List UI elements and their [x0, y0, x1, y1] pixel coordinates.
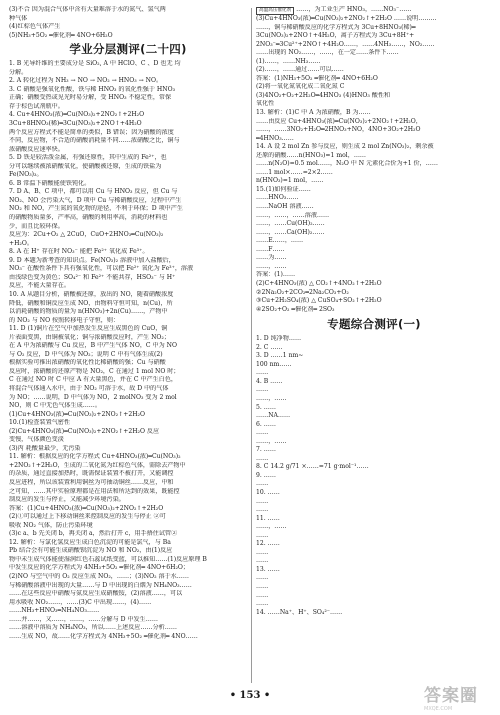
right-text-line: 11. ……	[256, 514, 280, 522]
left-text-line: 反应为：2Cu+O₂ △ 2CuO，CuO+2HNO₃═Cu(NO₃)₂	[9, 231, 164, 239]
left-text-line: (2)NO 与空气中的 O₂ 反应生成 NO₂，……；(3)NO₂ 溶于水……	[9, 573, 189, 580]
left-text-line: 4. Cu+4HNO₃(浓)═Cu(NO₃)₂+2NO₂↑+2H₂O	[9, 111, 145, 119]
right-text-line: 8. C 14.2 g/71 ×……=71 g·mol⁻¹……	[256, 463, 369, 471]
left-text-line: 物中未生成气体能使湿润红色石蕊试纸变蓝，可以推知……(1)反应原理 B	[9, 555, 207, 563]
left-text-line: 将混合气体通入水中，由于 NO₂ 可溶于水，故 D 中的气体	[9, 384, 169, 392]
right-text-line: (2)C+4HNO₃(浓) △ CO₂↑+4NO₂↑+2H₂O	[256, 279, 382, 287]
right-text-line: 2. C ……	[256, 343, 283, 351]
left-text-line: 7. D A、B、C 项中，都可以用 Cu 与 HNO₃ 反应，但 Cu 与	[9, 188, 178, 196]
right-text-line: 100 nm……	[256, 360, 292, 368]
left-text-line: 正确；硝酸受热或见光时易分解，受 HNO₃ 不稳定性，常保	[9, 94, 172, 102]
left-text-line: (1)Cu+4HNO₃(浓)═Cu(NO₃)₂+2NO₂↑+2H₂O	[9, 410, 145, 418]
left-text-line: 10. A 从题目分析，硝酸被还原，放出的 NO，随着硝酸浓度	[9, 290, 174, 298]
right-text-line: ……，铜与稀硝酸反应的化学方程式为 3Cu+8HNO₃(稀)═	[256, 23, 416, 31]
right-text-line: ……	[256, 583, 269, 590]
right-text-line: 3. D ……1 nm~	[256, 352, 304, 360]
right-text-line: ……由反应 Cu+4HNO₃(浓)═Cu(NO₃)₂+2NO₂↑+2H₂O，	[256, 117, 422, 125]
right-text-line: 5. ……	[256, 403, 276, 411]
left-text-line: ……在这些反应中硝酸与氨反应生成硝酸铵，(2)溶液……，可以	[9, 590, 183, 598]
right-text-line: 14. A 设 2 mol Zn 参与反应，则生成 2 mol Zn(NO₃)₂，剩余被	[256, 143, 434, 151]
left-text-line: Fe(NO₃)₃。	[9, 171, 43, 179]
right-text-line: 14. ……Na⁺、H⁺、SO₄²⁻……	[256, 608, 343, 616]
right-text-line: ……为……	[256, 254, 287, 262]
left-text-line: 种气体	[9, 14, 28, 22]
left-text-line: (2)①可以通过上下移动铜丝来控制反应的发生与停止 ②可	[9, 513, 166, 521]
right-text-line: ……	[256, 506, 269, 514]
right-text-line: (2)……，……通过……可以……	[256, 66, 344, 74]
left-text-line: 5. D 铁是较活泼金属，有强还原性，其中生成的 Fe²⁺，也	[9, 154, 167, 162]
right-text-line: ……	[256, 369, 269, 377]
right-text-line: 15.(1)如何验证……	[256, 185, 311, 193]
right-text-line: ……出现的 NO₂……，……，在一定……条件下……	[256, 49, 399, 57]
left-text-line: 制反应的发生与停止，又能减少环境污染。	[9, 496, 125, 504]
right-text-line: 2NO₃⁻═3Cu²⁺+2NO↑+4H₂O……，……4NH₃……，NO₂……	[256, 40, 435, 48]
left-text-line: 2. A 转化过程为 NH₃ → NO → NO₂ → HNO₃ → NO。	[9, 77, 163, 85]
right-text-line: ……NaOH 溶液……	[256, 203, 314, 211]
left-text-line: 中发生反应的化学方程式为 4NH₃+5O₂ ═催化剂═ 4NO+6H₂O；	[9, 564, 189, 572]
left-text-line: 降低，硝酸和铜反应生成 NO，由物料守恒可知，n(Cu)，所	[9, 299, 173, 307]
right-text-line: ……	[256, 497, 269, 505]
right-text-line: 13. ……	[256, 565, 280, 573]
left-text-line: (3)丙 耗酸量最少，无污染	[9, 444, 81, 452]
right-text-line: ……，……Ca(OH)₂……	[256, 228, 325, 236]
left-text-line: 以消耗硝酸的物质的量为 n(HNO₃)+2n(Cu)……，产物中	[9, 308, 168, 316]
left-text-line: 的 NO₂ 与 NO 按照转移电子守恒，则：	[9, 316, 120, 324]
left-text-line: NO，则 C 中无色气体生成……。	[9, 402, 101, 410]
right-text-line: ④2SO₂+O₂ ═催化剂═ 2SO₃	[256, 305, 335, 313]
left-text-line: (5)NH₃+5O₂ ═催化剂═ 4NO+6H₂O	[9, 31, 113, 39]
left-text-line: 不同，反应物，不合适的硝酸消耗量不同……浓硝酸之比，铜与	[9, 137, 180, 145]
left-text-line: 用水吸收 NO₂……，……(3)C 中出现……，(4)……	[9, 598, 152, 606]
left-text-line: 两个反应方程式不能是简单的类似，B 错误；因为硝酸的浓度	[9, 128, 174, 136]
left-text-line: 的杂质，通过直接加热时，既需保证装置不被打开，又能调控	[9, 470, 174, 478]
left-text-line: 在 A 中为浓硝酸与 Cu 反应，B 中产生气体 NO，C 中为 NO	[9, 342, 177, 350]
right-text-line: (3)Cu+4HNO₃(浓)═Cu(NO₃)₂+2NO₂↑+2H₂O ……说明………	[256, 15, 437, 22]
right-text-line: ……	[256, 386, 269, 394]
left-text-line: 之可知，……其中实验原理都是在用法和所达到的效果，既能控	[9, 487, 180, 495]
right-text-line: 9. ……	[256, 471, 276, 479]
condition-label: 高温高压催化剂	[256, 7, 294, 15]
right-text-line: (3)4NO₂+O₂+2H₂O═4HNO₃ (4)HNO₃ 酸性和	[256, 91, 391, 99]
left-text-line: 反应进程，所以该装置利用铜丝为可抽动铜丝……反应，中和	[9, 478, 174, 486]
left-text-line: NO₃⁻ 在酸性条件下具有强氧化性，可以把 Fe²⁺ 氧化为 Fe³⁺，溶液	[9, 265, 194, 273]
left-text-line: +H₂O。	[9, 239, 33, 247]
column-divider	[251, 8, 252, 683]
right-text-line: ……，……	[256, 437, 287, 445]
right-text-line: ……HNO₃……	[256, 194, 299, 202]
right-text-line: ……	[256, 454, 269, 462]
right-text-line: 还原的硝酸……n(HNO₃)=1 mol，……	[256, 151, 367, 159]
right-text-line: (2)将一氧化氮氧化成二氧化氮 C	[256, 83, 345, 91]
right-text-line: 7. ……	[256, 446, 276, 454]
left-text-line: ……生成 NO，故……化学方程式为 4NH₃+5O₂ ═催化剂═ 4NO……	[9, 632, 198, 640]
left-text-line: 3. C 硝酸是强氧化性酸，铁与稀 HNO₃ 的氧化性强于 HNO₃	[9, 85, 176, 93]
right-text-line: ……n(N₂O)=0.5 mol……，N₂O 中 N 元素化合价为+1 价，……	[256, 160, 438, 168]
left-text-line: 反应，不能大量存在。	[9, 282, 70, 290]
right-text-line: ……，……	[256, 394, 287, 402]
left-text-line: 分可以继续被浓硝酸氧化，使硝酸被还原，生成的铁盐为	[9, 162, 162, 170]
left-text-line: 9. D 本题为新考查的知识点。Fe(NO₃)₂ 溶液中加入盐酸后，	[9, 256, 175, 264]
right-text-line: ……	[256, 557, 269, 565]
right-text-line: ②2Na₂O₂+2CO₂═2Na₂CO₃+O₂	[256, 288, 349, 296]
left-text-line: 为 NO；……说明，D 中气体为 NO，2 molNO₃ 变为 2 mol	[9, 393, 177, 401]
right-text-line: ……	[256, 591, 269, 599]
right-text-line: 答案：(1)……	[256, 271, 296, 279]
right-text-line: ……E……，……	[256, 237, 304, 245]
right-text-line: (1)……，……NH₃……	[256, 57, 321, 65]
right-text-line: ……，……，……溶液……	[256, 211, 330, 219]
right-text-line: 氧化性	[256, 100, 275, 108]
right-text-line: ═4HNO₃……	[256, 134, 294, 142]
right-text-line: ……	[256, 548, 269, 556]
left-text-line: C 在通过 NO 时 C 中应 A 有大量黑色，并在 C 中产生白色，	[9, 376, 178, 384]
left-text-line: 8. A 在 H⁺ 存在时 NO₃⁻ 能把 Fe²⁺ 氧化成 Fe³⁺。	[9, 248, 149, 256]
left-text-line: 浓硝酸反应速率快。	[9, 145, 64, 153]
left-text-line: 6. B 常温下硝酸能使铁钝化。	[9, 179, 91, 187]
left-text-line: (2)Cu+4HNO₃(浓)═Cu(NO₃)₂+2NO₂↑+2H₂O 反应	[9, 427, 160, 435]
right-text-line: ……	[256, 480, 269, 488]
right-text-line: ……	[256, 600, 269, 608]
left-text-line: 少，而且比较环保。	[9, 222, 64, 230]
left-text-line: 12. 解析：与氯化氢反应生成白色沉淀的可能是氯气，与 Ba	[9, 538, 171, 546]
right-text-line: 10. ……	[256, 488, 280, 496]
right-text-line: ……NA……	[256, 412, 291, 420]
right-text-line: n(HNO₃)=1 mol，……	[256, 177, 324, 185]
left-section-heading: 学业分层测评(二十四)	[69, 42, 187, 57]
right-column	[256, 6, 492, 617]
right-text-line: 3Cu(NO₃)₂+2NO↑+4H₂O，离子方程式为 3Cu+8H⁺+	[256, 32, 415, 40]
left-text-line: 反应时，浓硝酸的还原产物是 NO₂，C 在通过 1 mol NO 时；	[9, 367, 180, 375]
right-text-line: ……1 mol×……=2×2……	[256, 168, 333, 176]
left-text-line: 11. D (1)铜片在空气中加热发生反应生成黑色的 CuO，铜	[9, 325, 168, 333]
right-text-line: ……，……3NO₂+H₂O═2HNO₃+NO，4NO+3O₂+2H₂O	[256, 126, 421, 134]
left-text-line: NO₂ 和 NO，产生氮的氧化物的途径，不利于环保；D 项中产生	[9, 205, 183, 213]
left-text-line: 答案：(1)Cu+4HNO₃(浓)═Cu(NO₃)₂+2NO₂↑+2H₂O	[9, 504, 164, 512]
left-text-line: 3Cu+8HNO₃(稀)═3Cu(NO₃)₂+2NO↑+4H₂O	[9, 120, 142, 128]
right-text-line: 4. B ……	[256, 377, 283, 385]
left-column	[9, 6, 247, 641]
left-text-line: ……并……，又……，……，……分解与 D 中发生……	[9, 615, 158, 623]
right-text-line: ……F……	[256, 245, 285, 253]
right-text-line: 答案：(1)NH₃+5O₂ ═催化剂═ 4NO+6H₂O	[256, 74, 378, 82]
left-text-line: 1. B 光导纤维的主要成分是 SiO₂, A 中 HClO、C 、D 也无 均	[9, 60, 181, 68]
left-text-line: 分解。	[9, 68, 28, 76]
right-text-line: ……	[256, 574, 269, 582]
right-text-line: 12. ……	[256, 540, 280, 548]
right-text-line: ……，……	[256, 262, 287, 270]
right-text-line: ……	[256, 531, 269, 539]
right-section-heading: 专题综合测评(一)	[327, 317, 421, 332]
watermark-url: MXQE.COM	[424, 706, 453, 712]
left-text-line: ……溶液中溶质为 NH₄NO₃，所以……上述反应……分析……	[9, 624, 177, 632]
left-text-line: 与稀硝酸溶液中出现的大量……与 D 中出现的白烟为 NH₄NO₃……	[9, 581, 192, 589]
left-text-line: NO₂、NO 会污染大气，D 项中 Cu 与稀硝酸反应，过程中产生	[9, 196, 182, 204]
right-text-line: ……，……Cu(OH)₂……	[256, 220, 325, 228]
left-text-line: 与 O₂ 反应，D 中气体为 NO₂；说明 C 中有气体生成(2)	[9, 350, 163, 358]
right-text-line: ③Cu+2H₂SO₄(浓) △ CuSO₄+SO₂↑+2H₂O	[256, 297, 382, 305]
left-text-line: (4)红棕色气体产生	[9, 23, 61, 31]
line-text: ……，为工业生产 HNO₃，……NO₃⁻……	[296, 6, 412, 13]
right-text-line: ……	[256, 429, 269, 437]
right-text-line: ……，……	[256, 523, 287, 531]
left-text-line: 的硝酸物质量多，产率高，硝酸的利用率高，消耗的材料也	[9, 214, 168, 222]
right-text-line: 6. ……	[256, 420, 276, 428]
left-text-line: +2NO₂↑+2H₂O，生成的二氧化氮为红棕色气体，需除去产物中	[9, 461, 186, 469]
left-text-line: 吸收 NO₂ 气体，防止污染环境	[9, 521, 93, 529]
left-text-line: 10.(1)检查装置气密性	[9, 419, 70, 427]
left-text-line: Pb 结合会有可能生成硝酸钡沉淀为 NO 和 NO₂，由(1)反应	[9, 547, 173, 555]
watermark-logo	[424, 681, 494, 711]
left-text-line: (3)不合 因为混合气体中含有大量难溶于水的氮气、氢气两	[9, 6, 166, 13]
left-text-line: 存于棕色试剂瓶中。	[9, 102, 64, 110]
page-number-text: • 153 •	[229, 690, 271, 701]
left-text-line: 片表面变黑，由铜被氧化；铜与浓硝酸反应时，产生 NO₂；	[9, 333, 170, 341]
right-text-line: 1. D 纯净物……	[256, 335, 302, 343]
left-text-line: 根据实验可推出浓硝酸的氧化性比稀硝酸的强；Cu 与硝酸	[9, 359, 166, 367]
right-text-line	[256, 6, 492, 15]
left-text-line: 11. 解析：根据反应的化学方程式 Cu+4HNO₃(浓)═Cu(NO₃)₂	[9, 453, 181, 461]
left-text-line: 由浅绿色变为黄色；SO₄²⁻ 和 Fe²⁺ 不能共存，HSO₃⁻ 与 H⁺	[9, 273, 176, 281]
left-text-line: (3)c a、b 先关闭 b，再关闭 a，然后打开 c，用手捂住试管②	[9, 530, 178, 538]
watermark-text: 答案圈	[424, 686, 478, 706]
right-text-line: 13. 解析：(1)C 中 A 为浓硝酸，B 为……	[256, 109, 371, 117]
left-text-line: ……NH₃+HNO₃═NH₄NO₃……	[9, 607, 100, 615]
left-text-line: 变慢，气体颜色变淡	[9, 436, 64, 444]
